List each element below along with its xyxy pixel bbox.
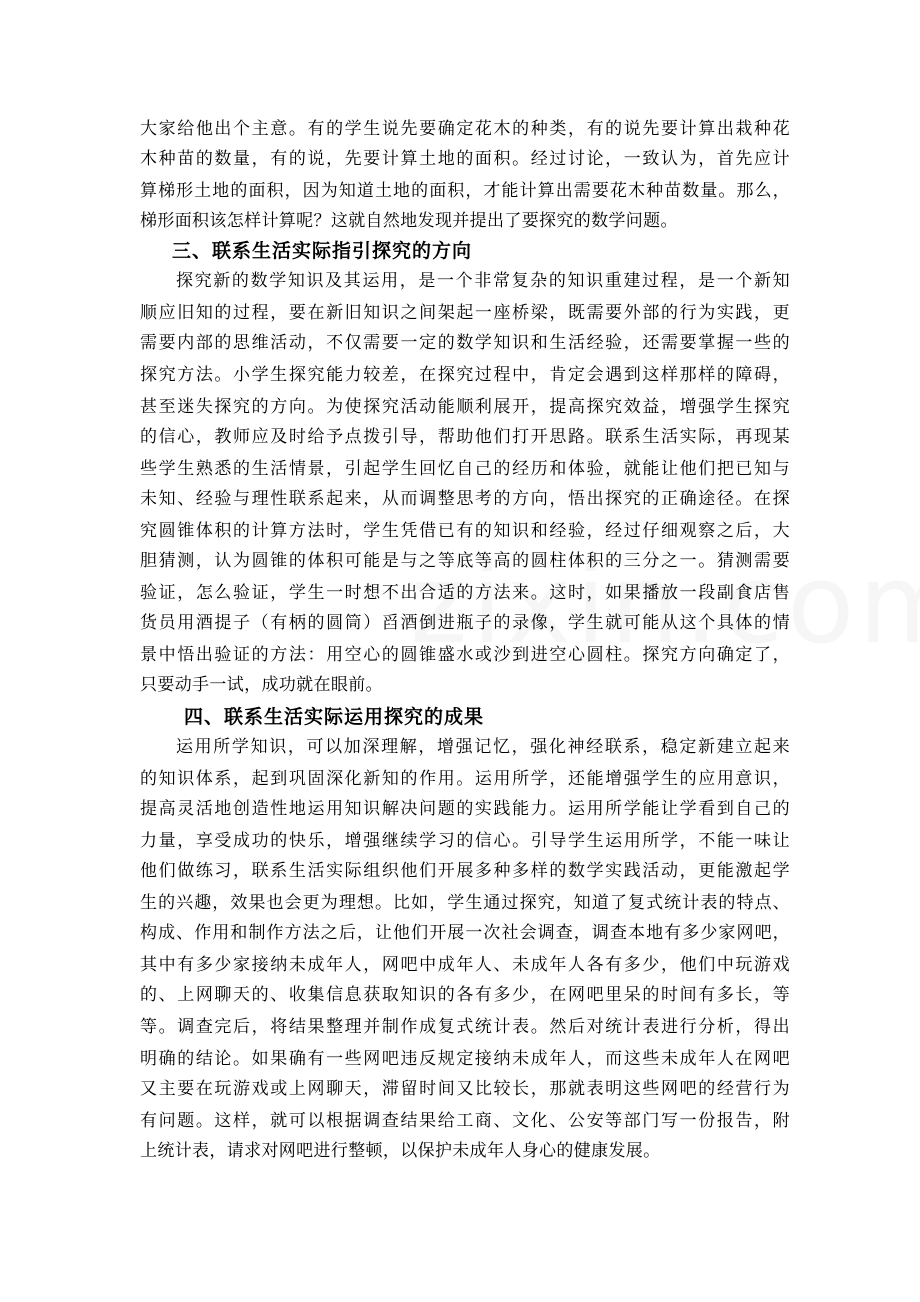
paragraph-line: 只要动手一试，成功就在眼前。 — [140, 675, 383, 695]
paragraph-line: 的知识体系，起到巩固深化新知的作用。运用所学，还能增强学生的应用意识， — [140, 769, 790, 789]
paragraph-line: 又主要在玩游戏或上网聊天，滞留时间又比较长，那就表明这些网吧的经营行为 — [140, 1079, 790, 1099]
paragraph-line: 等。调查完后，将结果整理并制作成复式统计表。然后对统计表进行分析，得出 — [140, 1017, 790, 1037]
paragraph-line: 提高灵活地创造性地运用知识解决问题的实践能力。运用所学能让学看到自己的 — [140, 799, 790, 819]
paragraph-line: 其中有多少家接纳未成年人，网吧中成年人、未成年人各有多少，他们中玩游戏 — [140, 955, 790, 975]
paragraph-line: 他们做练习，联系生活实际组织他们开展多种多样的数学实践活动，更能激起学 — [140, 861, 790, 881]
paragraph-line: 生的兴趣，效果也会更为理想。比如，学生通过探究，知道了复式统计表的特点、 — [140, 893, 790, 913]
paragraph-line: 甚至迷失探究的方向。为使探究活动能顺利展开，提高探究效益，增强学生探究 — [140, 397, 790, 417]
section-heading: 三、联系生活实际指引探究的方向 — [172, 240, 473, 262]
paragraph-line: 需要内部的思维活动，不仅需要一定的数学知识和生活经验，还需要掌握一些的 — [140, 333, 790, 353]
paragraph-line: 大家给他出个主意。有的学生说先要确定花木的种类，有的说先要计算出栽种花 — [140, 119, 790, 139]
paragraph-line: 的、上网聊天的、收集信息获取知识的各有多少，在网吧里呆的时间有多长，等 — [140, 985, 790, 1005]
paragraph-line: 验证，怎么验证，学生一时想不出合适的方法来。这时，如果播放一段副食店售 — [140, 583, 790, 603]
paragraph-line: 究圆锥体积的计算方法时，学生凭借已有的知识和经验，经过仔细观察之后，大 — [140, 521, 790, 541]
paragraph-line: 胆猜测，认为圆锥的体积可能是与之等底等高的圆柱体积的三分之一。猜测需要 — [140, 551, 790, 571]
paragraph-line: 梯形面积该怎样计算呢？这就自然地发现并提出了要探究的数学问题。 — [140, 211, 678, 231]
paragraph-line: 顺应旧知的过程，要在新旧知识之间架起一座桥梁，既需要外部的行为实践，更 — [140, 303, 790, 323]
paragraph-line: 力量，享受成功的快乐，增强继续学习的信心。引导学生运用所学，不能一味让 — [140, 831, 790, 851]
paragraph-line: 算梯形土地的面积，因为知道土地的面积，才能计算出需要花木种苗数量。那么， — [140, 181, 790, 201]
paragraph-line: 未知、经验与理性联系起来，从而调整思考的方向，悟出探究的正确途径。在探 — [140, 489, 790, 509]
paragraph-line: 构成、作用和制作方法之后，让他们开展一次社会调查，调查本地有多少家网吧， — [140, 923, 790, 943]
paragraph-line: 景中悟出验证的方法：用空心的圆锥盛水或沙到进空心圆柱。探究方向确定了， — [140, 645, 790, 665]
paragraph-line: 探究方法。小学生探究能力较差，在探究过程中，肯定会遇到这样那样的障碍， — [140, 365, 790, 385]
paragraph-line: 运用所学知识，可以加深理解，增强记忆，强化神经联系，稳定新建立起来 — [176, 737, 790, 757]
paragraph-line: 些学生熟悉的生活情景，引起学生回忆自己的经历和体验，就能让他们把已知与 — [140, 459, 790, 479]
paragraph-line: 明确的结论。如果确有一些网吧违反规定接纳未成年人，而这些未成年人在网吧 — [140, 1049, 790, 1069]
paragraph-line: 货员用酒提子（有柄的圆筒）舀酒倒进瓶子的录像，学生就可能从这个具体的情 — [140, 613, 790, 633]
paragraph-line: 上统计表，请求对网吧进行整顿，以保护未成年人身心的健康发展。 — [140, 1141, 661, 1161]
paragraph-line: 的信心，教师应及时给予点拨引导，帮助他们打开思路。联系生活实际，再现某 — [140, 427, 790, 447]
section-heading: 四、联系生活实际运用探究的成果 — [184, 706, 485, 728]
paragraph-line: 探究新的数学知识及其运用，是一个非常复杂的知识重建过程，是一个新知 — [176, 271, 790, 291]
paragraph-line: 有问题。这样，就可以根据调查结果给工商、文化、公安等部门写一份报告，附 — [140, 1111, 790, 1131]
paragraph-line: 木种苗的数量，有的说，先要计算土地的面积。经过讨论，一致认为，首先应计 — [140, 149, 790, 169]
